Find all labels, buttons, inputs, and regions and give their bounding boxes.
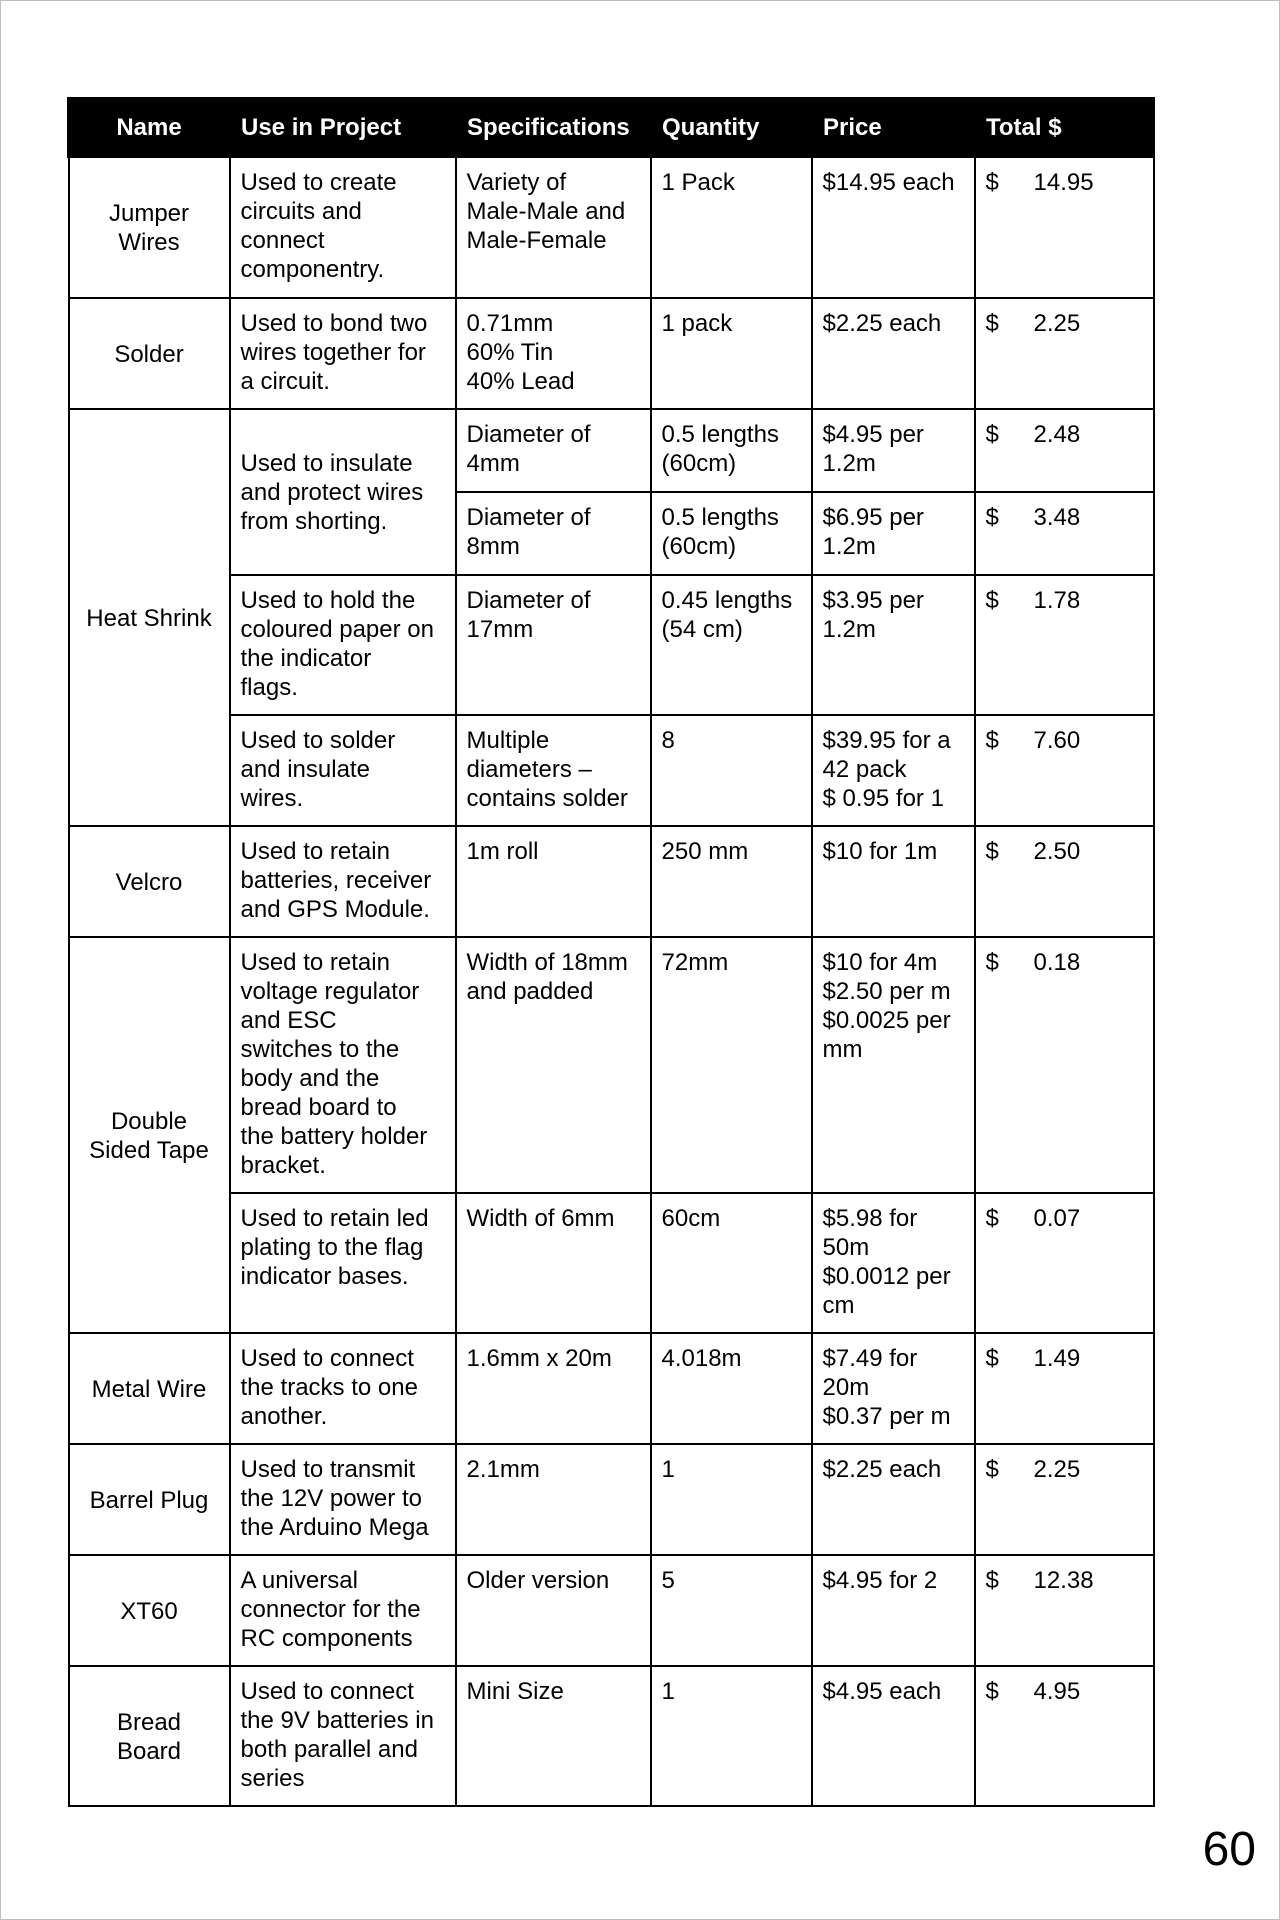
table-row [69, 1666, 1154, 1806]
item-specifications: Width of 18mm and padded [456, 937, 651, 1193]
currency-symbol: $ [985, 837, 999, 865]
currency-symbol: $ [985, 948, 999, 976]
item-use: Used to insulate and protect wires from shorting. [230, 409, 456, 575]
total-value: 2.25 [1033, 1455, 1081, 1483]
item-total [975, 1555, 1154, 1666]
total-value: 14.95 [1033, 169, 1094, 196]
table-row [69, 1555, 1154, 1666]
item-price: $4.95 per 1.2m [812, 409, 975, 492]
table-row [69, 157, 1154, 298]
item-total [975, 492, 1154, 575]
item-quantity: 0.5 lengths (60cm) [651, 492, 812, 575]
item-specifications: Width of 6mm [456, 1193, 651, 1333]
total-value: 4.95 [1033, 1677, 1081, 1705]
header-price: Price [812, 99, 975, 157]
item-use: Used to hold the coloured paper on the indicator flags. [230, 575, 456, 715]
item-price: $10 for 4m $2.50 per m $0.0025 per mm [812, 937, 975, 1193]
total-value: 2.50 [1033, 837, 1081, 865]
item-price: $6.95 per 1.2m [812, 492, 975, 575]
item-use: Used to retain batteries, receiver and GPS Module. [230, 826, 456, 937]
item-total [975, 298, 1154, 409]
table-row [69, 715, 1154, 826]
table-header-row [69, 99, 1154, 157]
header-name: Name [69, 99, 230, 157]
currency-symbol: $ [985, 420, 999, 448]
item-price: $2.25 each [812, 1444, 975, 1555]
currency-symbol: $ [985, 503, 999, 531]
item-name: Jumper Wires [69, 157, 230, 298]
item-name: Metal Wire [69, 1333, 230, 1444]
item-name: Double Sided Tape [69, 937, 230, 1333]
header-total: Total $ [975, 99, 1154, 157]
item-use: Used to bond two wires together for a circuit. [230, 298, 456, 409]
currency-symbol: $ [985, 1566, 999, 1594]
item-price: $39.95 for a 42 pack $ 0.95 for 1 [812, 715, 975, 826]
total-value: 1.78 [1033, 586, 1081, 614]
item-price: $5.98 for 50m $0.0012 per cm [812, 1193, 975, 1333]
header-use: Use in Project [230, 99, 456, 157]
item-total [975, 1333, 1154, 1444]
item-quantity: 72mm [651, 937, 812, 1193]
item-use: Used to create circuits and connect componentry. [230, 157, 456, 298]
item-total [975, 1666, 1154, 1806]
total-value: 3.48 [1033, 503, 1081, 531]
currency-symbol: $ [985, 1204, 999, 1232]
item-name: Solder [69, 298, 230, 409]
item-total [975, 826, 1154, 937]
currency-symbol: $ [985, 1455, 999, 1483]
item-total [975, 1193, 1154, 1333]
item-use: Used to retain voltage regulator and ESC switches to the body and the bread board to the battery holder bracket. [230, 937, 456, 1193]
item-price: $3.95 per 1.2m [812, 575, 975, 715]
item-specifications: Multiple diameters – contains solder [456, 715, 651, 826]
currency-symbol: $ [985, 726, 999, 754]
total-value: 2.25 [1033, 309, 1081, 337]
table-row [69, 1333, 1154, 1444]
total-value: 0.07 [1033, 1204, 1081, 1232]
item-total [975, 1444, 1154, 1555]
item-price: $2.25 each [812, 298, 975, 409]
table-row [69, 298, 1154, 409]
item-specifications: 1.6mm x 20m [456, 1333, 651, 1444]
item-specifications: Diameter of 4mm [456, 409, 651, 492]
item-price: $7.49 for 20m $0.37 per m [812, 1333, 975, 1444]
total-value: 7.60 [1033, 726, 1081, 754]
item-specifications: Mini Size [456, 1666, 651, 1806]
item-total [975, 937, 1154, 1193]
item-use: Used to connect the 9V batteries in both parallel and series [230, 1666, 456, 1806]
item-quantity: 1 [651, 1666, 812, 1806]
item-name: XT60 [69, 1555, 230, 1666]
item-name: Barrel Plug [69, 1444, 230, 1555]
item-use: Used to connect the tracks to one another. [230, 1333, 456, 1444]
item-total [975, 409, 1154, 492]
item-price: $14.95 each [812, 157, 975, 298]
item-specifications: 1m roll [456, 826, 651, 937]
total-value: 1.49 [1033, 1344, 1081, 1372]
item-quantity: 1 [651, 1444, 812, 1555]
currency-symbol: $ [985, 169, 999, 196]
table-row [69, 937, 1154, 1193]
header-specifications: Specifications [456, 99, 651, 157]
item-specifications: Variety of Male-Male and Male-Female [456, 157, 651, 298]
total-value: 2.48 [1033, 420, 1081, 448]
item-name: Bread Board [69, 1666, 230, 1806]
currency-symbol: $ [985, 1677, 999, 1705]
table-row [69, 409, 1154, 492]
table-row [69, 1444, 1154, 1555]
total-value: 0.18 [1033, 948, 1081, 976]
item-specifications: Older version [456, 1555, 651, 1666]
page-number: 60 [1202, 1823, 1256, 1876]
table-row [69, 1193, 1154, 1333]
item-quantity: 5 [651, 1555, 812, 1666]
currency-symbol: $ [985, 586, 999, 614]
table-row [69, 826, 1154, 937]
item-use: A universal connector for the RC components [230, 1555, 456, 1666]
item-quantity: 8 [651, 715, 812, 826]
item-total [975, 575, 1154, 715]
parts-cost-table [67, 97, 1155, 1807]
item-use: Used to retain led plating to the flag indicator bases. [230, 1193, 456, 1333]
currency-symbol: $ [985, 309, 999, 337]
item-total [975, 715, 1154, 826]
table-row [69, 575, 1154, 715]
item-quantity: 0.45 lengths (54 cm) [651, 575, 812, 715]
item-name: Heat Shrink [69, 409, 230, 826]
item-specifications: Diameter of 17mm [456, 575, 651, 715]
item-quantity: 60cm [651, 1193, 812, 1333]
item-total [975, 157, 1154, 298]
item-name: Velcro [69, 826, 230, 937]
item-quantity: 250 mm [651, 826, 812, 937]
item-price: $4.95 each [812, 1666, 975, 1806]
item-quantity: 0.5 lengths (60cm) [651, 409, 812, 492]
header-quantity: Quantity [651, 99, 812, 157]
item-use: Used to solder and insulate wires. [230, 715, 456, 826]
total-value: 12.38 [1033, 1566, 1094, 1594]
item-quantity: 1 Pack [651, 157, 812, 298]
item-price: $4.95 for 2 [812, 1555, 975, 1666]
item-price: $10 for 1m [812, 826, 975, 937]
currency-symbol: $ [985, 1344, 999, 1372]
item-quantity: 4.018m [651, 1333, 812, 1444]
item-quantity: 1 pack [651, 298, 812, 409]
item-specifications: 2.1mm [456, 1444, 651, 1555]
item-specifications: Diameter of 8mm [456, 492, 651, 575]
item-specifications: 0.71mm 60% Tin 40% Lead [456, 298, 651, 409]
item-use: Used to transmit the 12V power to the Arduino Mega [230, 1444, 456, 1555]
